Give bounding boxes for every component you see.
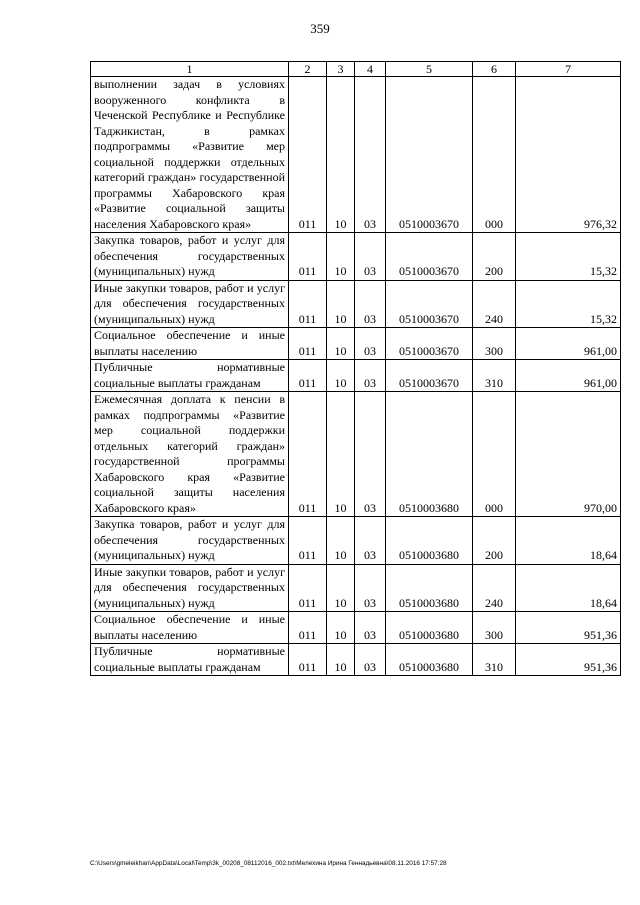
table-row — [91, 517, 621, 565]
target-article-cell: 0510003680 — [386, 612, 473, 644]
table-row — [91, 644, 621, 676]
target-article-cell: 0510003680 — [386, 517, 473, 565]
row-name-cell: Закупка товаров, работ и услуг для обеспечения государственных (муниципальных) нужд — [91, 517, 289, 565]
row-name-cell: Закупка товаров, работ и услуг для обеспечения государственных (муниципальных) нужд — [91, 233, 289, 281]
target-article-cell: 0510003670 — [386, 77, 473, 233]
target-article-cell: 0510003680 — [386, 564, 473, 612]
expense-type-cell: 300 — [473, 328, 516, 360]
header-col-3: 3 — [327, 62, 355, 77]
target-article-cell: 0510003680 — [386, 644, 473, 676]
budget-table — [90, 61, 621, 676]
amount-cell: 18,64 — [516, 517, 621, 565]
subsection-code-cell: 03 — [355, 612, 386, 644]
row-name-cell: выполнении задач в условиях вооруженного конфликта в Чеченской Республике и Республике Таджикистан, в рамках подпрограммы «Развитие мер социальной поддержки отдельных категорий граждан» государственной программы Хабаровского края «Развитие социальной защиты населения Хабаровского края» — [91, 77, 289, 233]
page-number: 359 — [310, 21, 330, 36]
row-name-cell: Ежемесячная доплата к пенсии в рамках подпрограммы «Развитие мер социальной поддержки отдельных категорий граждан» государственной программы Хабаровского края «Развитие социальной защиты населения Хабаровского края» — [91, 392, 289, 517]
ministry-code-cell: 011 — [289, 612, 327, 644]
footer-path: C:\Users\gmeleikhan\AppData\Local\Temp\3k_00208_08112016_002.txt\Мелехина Ирина Геннадьевна\08.11.2016 17:57:28 — [90, 860, 447, 867]
ministry-code-cell: 011 — [289, 392, 327, 517]
row-name-cell: Публичные нормативные социальные выплаты гражданам — [91, 360, 289, 392]
header-col-7: 7 — [516, 62, 621, 77]
target-article-cell: 0510003670 — [386, 328, 473, 360]
row-name-cell: Социальное обеспечение и иные выплаты населению — [91, 612, 289, 644]
header-col-1: 1 — [91, 62, 289, 77]
subsection-code-cell: 03 — [355, 233, 386, 281]
target-article-cell: 0510003680 — [386, 392, 473, 517]
expense-type-cell: 200 — [473, 233, 516, 281]
ministry-code-cell: 011 — [289, 280, 327, 328]
expense-type-cell: 300 — [473, 612, 516, 644]
header-row — [91, 62, 621, 77]
subsection-code-cell: 03 — [355, 77, 386, 233]
ministry-code-cell: 011 — [289, 233, 327, 281]
expense-type-cell: 000 — [473, 77, 516, 233]
section-code-cell: 10 — [327, 392, 355, 517]
amount-cell: 951,36 — [516, 644, 621, 676]
amount-cell: 976,32 — [516, 77, 621, 233]
subsection-code-cell: 03 — [355, 517, 386, 565]
row-name-cell: Социальное обеспечение и иные выплаты населению — [91, 328, 289, 360]
ministry-code-cell: 011 — [289, 360, 327, 392]
section-code-cell: 10 — [327, 517, 355, 565]
table-row — [91, 77, 621, 233]
row-name-cell: Иные закупки товаров, работ и услуг для обеспечения государственных (муниципальных) нужд — [91, 564, 289, 612]
table-row — [91, 328, 621, 360]
amount-cell: 951,36 — [516, 612, 621, 644]
ministry-code-cell: 011 — [289, 644, 327, 676]
subsection-code-cell: 03 — [355, 392, 386, 517]
target-article-cell: 0510003670 — [386, 233, 473, 281]
table-row — [91, 612, 621, 644]
header-col-5: 5 — [386, 62, 473, 77]
section-code-cell: 10 — [327, 360, 355, 392]
expense-type-cell: 310 — [473, 644, 516, 676]
section-code-cell: 10 — [327, 280, 355, 328]
header-col-2: 2 — [289, 62, 327, 77]
ministry-code-cell: 011 — [289, 517, 327, 565]
table-row — [91, 233, 621, 281]
subsection-code-cell: 03 — [355, 360, 386, 392]
header-col-4: 4 — [355, 62, 386, 77]
expense-type-cell: 200 — [473, 517, 516, 565]
expense-type-cell: 310 — [473, 360, 516, 392]
table-row — [91, 564, 621, 612]
amount-cell: 970,00 — [516, 392, 621, 517]
ministry-code-cell: 011 — [289, 328, 327, 360]
ministry-code-cell: 011 — [289, 77, 327, 233]
expense-type-cell: 240 — [473, 280, 516, 328]
section-code-cell: 10 — [327, 644, 355, 676]
target-article-cell: 0510003670 — [386, 280, 473, 328]
amount-cell: 961,00 — [516, 360, 621, 392]
amount-cell: 961,00 — [516, 328, 621, 360]
row-name-cell: Публичные нормативные социальные выплаты гражданам — [91, 644, 289, 676]
ministry-code-cell: 011 — [289, 564, 327, 612]
section-code-cell: 10 — [327, 612, 355, 644]
table-row — [91, 392, 621, 517]
header-col-6: 6 — [473, 62, 516, 77]
row-name-cell: Иные закупки товаров, работ и услуг для обеспечения государственных (муниципальных) нужд — [91, 280, 289, 328]
amount-cell: 18,64 — [516, 564, 621, 612]
amount-cell: 15,32 — [516, 280, 621, 328]
section-code-cell: 10 — [327, 564, 355, 612]
table-row — [91, 360, 621, 392]
expense-type-cell: 000 — [473, 392, 516, 517]
expense-type-cell: 240 — [473, 564, 516, 612]
subsection-code-cell: 03 — [355, 564, 386, 612]
target-article-cell: 0510003670 — [386, 360, 473, 392]
subsection-code-cell: 03 — [355, 280, 386, 328]
table-row — [91, 280, 621, 328]
subsection-code-cell: 03 — [355, 328, 386, 360]
section-code-cell: 10 — [327, 233, 355, 281]
amount-cell: 15,32 — [516, 233, 621, 281]
section-code-cell: 10 — [327, 77, 355, 233]
section-code-cell: 10 — [327, 328, 355, 360]
subsection-code-cell: 03 — [355, 644, 386, 676]
